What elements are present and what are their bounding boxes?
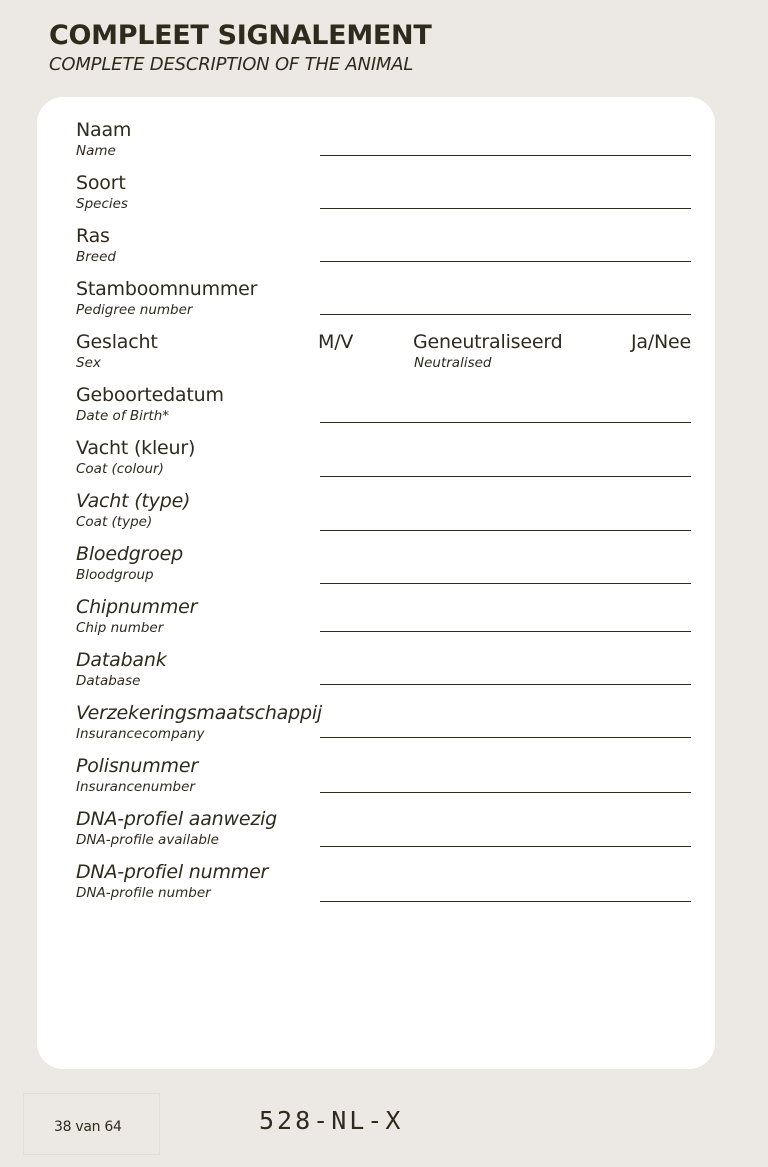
neutralised-options[interactable]: Ja/Nee (630, 331, 691, 353)
field-sublabel: Bloodgroup (76, 567, 154, 583)
field-label: Geslacht (76, 331, 158, 353)
field-insurance-company (37, 702, 715, 754)
field-sublabel: DNA-profile available (76, 832, 219, 848)
field-label: Vacht (type) (76, 490, 191, 512)
field-sublabel: Database (76, 673, 141, 689)
field-label: Vacht (kleur) (76, 437, 196, 459)
field-label: Verzekeringsmaatschappij (76, 702, 322, 724)
dna-profile-number-input-line[interactable] (320, 901, 691, 902)
field-label: Bloedgroep (76, 543, 183, 565)
field-sublabel: Pedigree number (76, 302, 193, 318)
neutralised-sublabel: Neutralised (414, 355, 492, 371)
field-label: Naam (76, 119, 132, 141)
field-pedigree-number (37, 278, 715, 330)
field-sex (37, 331, 715, 383)
field-name (37, 119, 715, 171)
field-sublabel: Species (76, 196, 128, 212)
field-sublabel: Coat (type) (76, 514, 153, 530)
field-breed (37, 225, 715, 277)
field-species (37, 172, 715, 224)
coat-type-input-line[interactable] (320, 530, 691, 531)
coat-colour-input-line[interactable] (320, 476, 691, 477)
field-coat-type (37, 490, 715, 542)
field-database (37, 649, 715, 701)
field-bloodgroup (37, 543, 715, 595)
field-label: Ras (76, 225, 110, 247)
field-label: DNA-profiel aanwezig (76, 808, 278, 830)
field-sublabel: Sex (76, 355, 101, 371)
breed-input-line[interactable] (320, 261, 691, 262)
field-dna-profile-number (37, 861, 715, 913)
field-sublabel: Breed (76, 249, 116, 265)
neutralised-label: Geneutraliseerd (413, 331, 563, 353)
field-dna-profile-available (37, 808, 715, 860)
field-sublabel: Insurancenumber (76, 779, 195, 795)
document-code: 528-NL-X (259, 1106, 404, 1135)
name-input-line[interactable] (320, 155, 691, 156)
insurance-company-input-line[interactable] (320, 737, 691, 738)
field-sublabel: DNA-profile number (76, 885, 211, 901)
description-card (37, 97, 715, 1069)
pedigree-number-input-line[interactable] (320, 314, 691, 315)
field-label: DNA-profiel nummer (76, 861, 269, 883)
field-label: Geboortedatum (76, 384, 224, 406)
dna-profile-available-input-line[interactable] (320, 846, 691, 847)
field-label: Soort (76, 172, 126, 194)
database-input-line[interactable] (320, 684, 691, 685)
date-of-birth-input-line[interactable] (320, 422, 691, 423)
species-input-line[interactable] (320, 208, 691, 209)
field-chip-number (37, 596, 715, 648)
field-label: Chipnummer (76, 596, 198, 618)
field-policy-number (37, 755, 715, 807)
sex-options[interactable]: M/V (318, 331, 354, 353)
field-sublabel: Date of Birth* (76, 408, 170, 424)
field-date-of-birth (37, 384, 715, 436)
chip-number-input-line[interactable] (320, 631, 691, 632)
page-title: COMPLEET SIGNALEMENT (49, 20, 432, 51)
field-label: Stamboomnummer (76, 278, 258, 300)
field-sublabel: Chip number (76, 620, 164, 636)
field-sublabel: Insurancecompany (76, 726, 205, 742)
page-number: 38 van 64 (54, 1119, 122, 1135)
bloodgroup-input-line[interactable] (320, 583, 691, 584)
page-subtitle: COMPLETE DESCRIPTION OF THE ANIMAL (49, 54, 414, 75)
field-label: Databank (76, 649, 167, 671)
field-sublabel: Name (76, 143, 116, 159)
policy-number-input-line[interactable] (320, 792, 691, 793)
field-label: Polisnummer (76, 755, 198, 777)
field-coat-colour (37, 437, 715, 489)
field-sublabel: Coat (colour) (76, 461, 164, 477)
